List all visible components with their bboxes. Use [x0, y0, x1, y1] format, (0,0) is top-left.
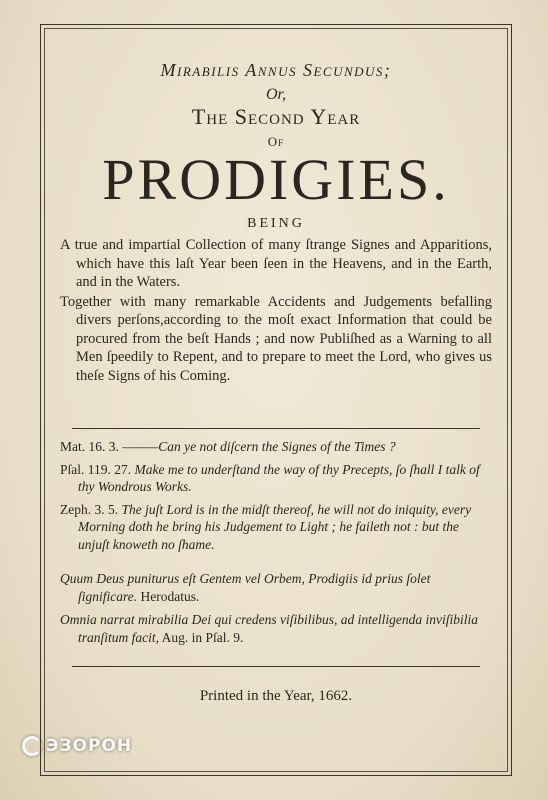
imprint: Printed in the Year, 1662.: [199, 688, 353, 704]
description-collection: A true and impartial Collection of many ſtrange Signes and Apparitions, which have this laſt Year been ſeen in the Heavens, and in the Earth, and in the Waters.: [60, 237, 492, 290]
scripture-ref: Mat. 16. 3.: [60, 439, 119, 454]
watermark-logo: [22, 736, 132, 756]
scripture-ref: Pſal. 119. 27.: [60, 461, 132, 477]
latin-source: Aug. in Pſal. 9.: [161, 629, 244, 645]
scripture-text: The juſt Lord is in the midſt thereof, he will not do iniquity, every Morning doth he bring his Judgement to Light ; he faileth not : but the unjuſt knoweth no ſhame.: [78, 501, 472, 552]
latin-quote: [60, 611, 492, 646]
latin-quotes: [60, 570, 492, 652]
divider-lower: [72, 666, 480, 667]
latin-text: Quum Deus puniturus eſt Gentem vel Orbem, Prodigiis id prius ſolet ſignificare.: [60, 571, 431, 604]
title-prodigies: PRODIGIES.: [102, 147, 450, 212]
or-line: Or,: [265, 86, 286, 103]
being-line: BEING: [247, 216, 305, 231]
watermark-icon: [22, 736, 42, 756]
description: [60, 236, 492, 385]
latin-quote: [60, 570, 492, 605]
of-line: Of: [267, 134, 285, 149]
description-together: Together with many remarkable Accidents and Judgements befalling divers perſons,according to the moſt exact Information that could be procured from the beſt Hands ; and now Publiſhed as a Warning to all Men ſpeedily to Repent, and to prepare to meet the Lord, who gives us theſe Signs of his Coming.: [60, 293, 492, 384]
scripture-ref: Zeph. 3. 5.: [60, 501, 119, 517]
title-latin: Mirabilis Annus Secundus;: [160, 60, 392, 80]
scripture-quote: [60, 461, 492, 496]
scripture-quotes: [60, 438, 492, 558]
scripture-text: ———Can ye not diſcern the Signes of the Times ?: [122, 439, 396, 454]
scripture-quote: [60, 438, 492, 456]
title-second-year: The Second Year: [191, 104, 361, 129]
latin-text: Omnia narrat mirabilia Dei qui credens viſibilibus, ad intelligenda inviſibilia tranſitum facit,: [60, 612, 478, 645]
scripture-quote: [60, 501, 492, 554]
watermark-text: ЭЗОРОН: [46, 736, 133, 756]
divider-upper: [72, 428, 480, 429]
scripture-text: Make me to underſtand the way of thy Precepts, ſo ſhall I talk of thy Wondrous Works.: [78, 461, 480, 494]
latin-source: Herodatus.: [140, 588, 200, 604]
